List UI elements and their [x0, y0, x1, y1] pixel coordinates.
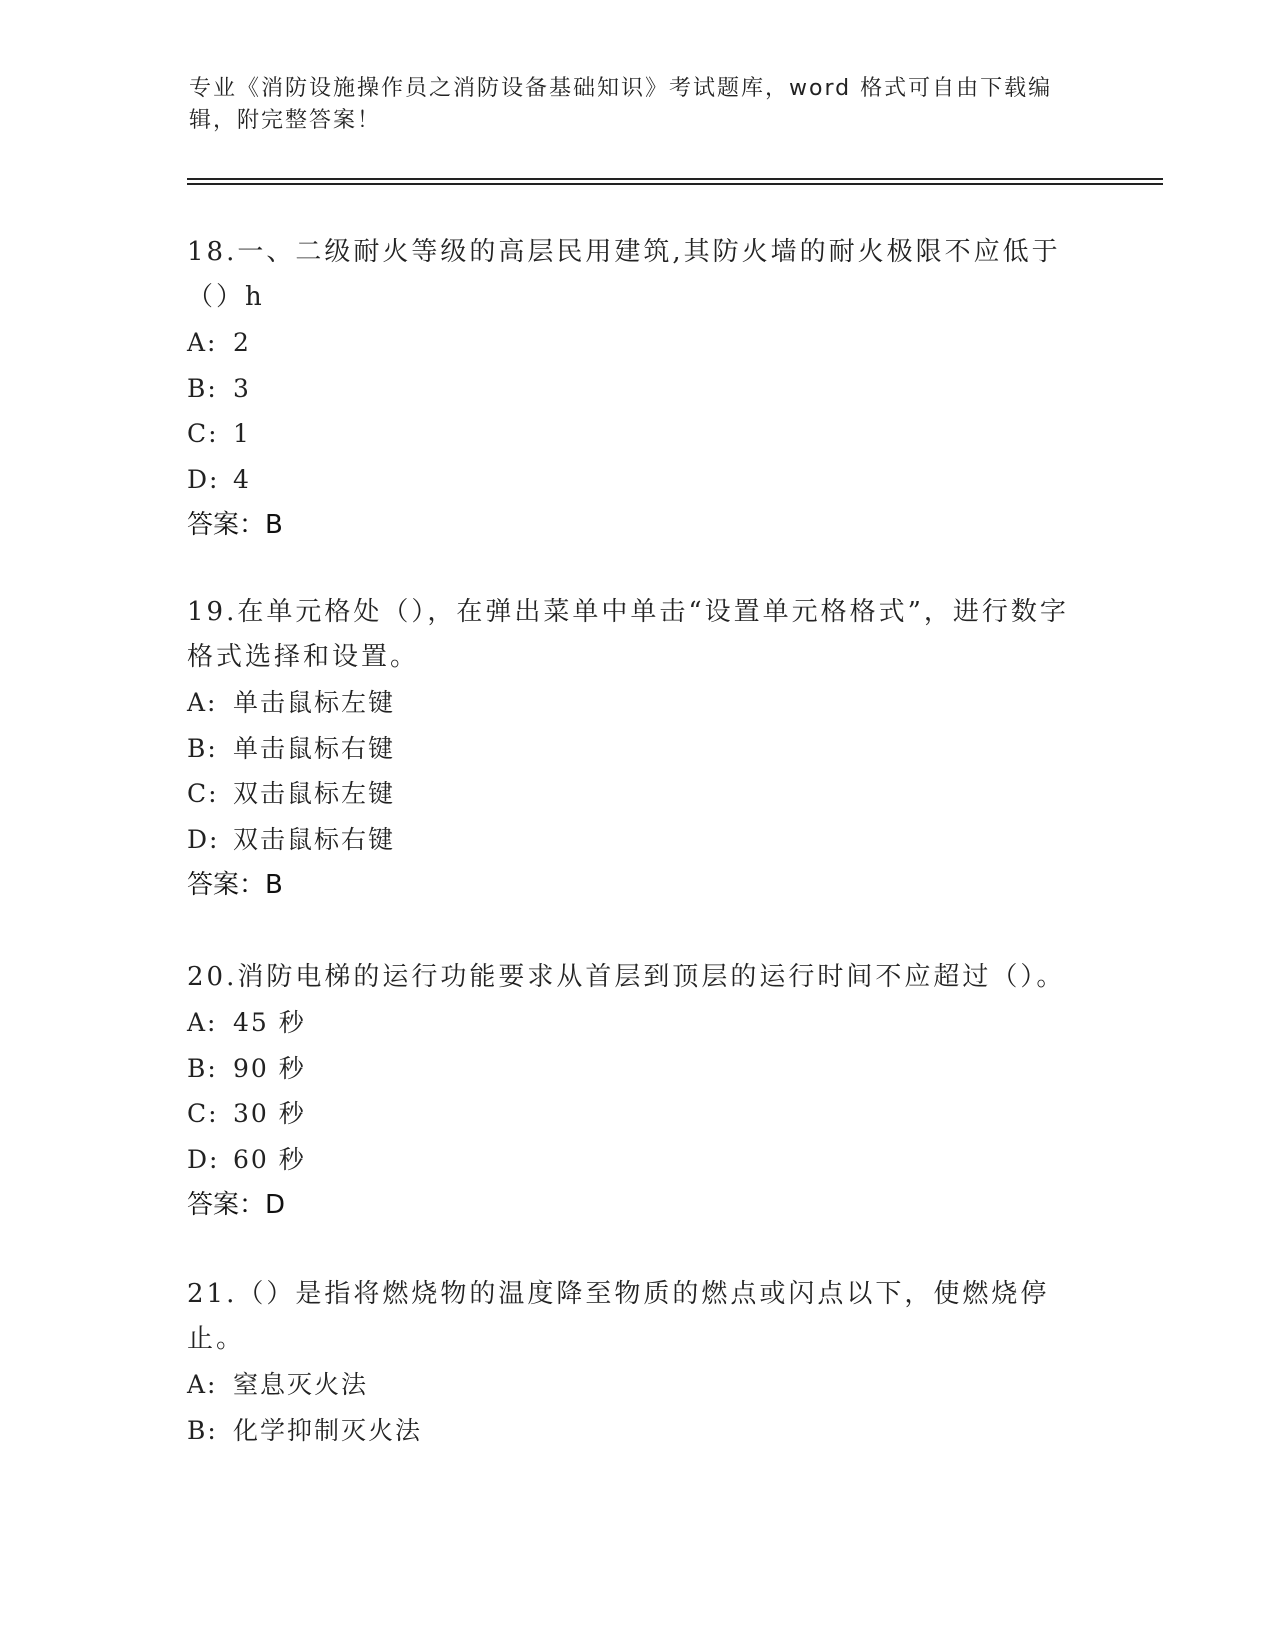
option-text: 4 [233, 464, 251, 494]
option-text: 1 [233, 419, 251, 448]
option-letter: A: [187, 688, 218, 717]
option-text: 30 秒 [233, 1099, 306, 1128]
option-c [187, 411, 1087, 457]
answer: 答案：B [187, 510, 283, 540]
option-b [187, 1046, 1087, 1092]
option-a [187, 1000, 1087, 1046]
question-21 [187, 1272, 1087, 1453]
option-b [187, 1408, 1087, 1454]
option-text: 45 秒 [233, 1008, 306, 1037]
option-text: 窒息灭火法 [233, 1370, 369, 1399]
question-18 [187, 230, 1087, 548]
header-divider-top [187, 178, 1163, 180]
option-b [187, 366, 1087, 412]
option-a [187, 680, 1087, 726]
option-letter: C: [187, 779, 219, 808]
option-text: 化学抑制灭火法 [233, 1415, 423, 1445]
option-text: 90 秒 [233, 1053, 306, 1083]
option-letter: D: [187, 1144, 220, 1174]
option-text: 双击鼠标右键 [233, 824, 396, 854]
option-text: 单击鼠标左键 [233, 688, 396, 717]
option-d [187, 457, 1087, 503]
question-stem: 20.消防电梯的运行功能要求从首层到顶层的运行时间不应超过（）。 [187, 962, 1066, 992]
question-19 [187, 590, 1087, 908]
option-text: 3 [233, 373, 251, 403]
answer: 答案：B [187, 870, 283, 900]
option-text: 60 秒 [233, 1144, 306, 1174]
option-text: 双击鼠标左键 [233, 779, 396, 808]
option-letter: B: [187, 1415, 218, 1445]
document-header: 专业《消防设施操作员之消防设备基础知识》考试题库，word 格式可自由下载编辑，附完整答案！ [189, 76, 1053, 133]
answer: 答案：D [187, 1190, 286, 1220]
option-letter: B: [187, 733, 218, 763]
option-letter: B: [187, 373, 218, 403]
option-letter: A: [187, 328, 218, 357]
option-text: 单击鼠标右键 [233, 733, 396, 763]
option-a [187, 320, 1087, 366]
question-stem: 21.（）是指将燃烧物的温度降至物质的燃点或闪点以下，使燃烧停止。 [187, 1279, 1050, 1354]
option-a [187, 1362, 1087, 1408]
question-20 [187, 955, 1087, 1228]
option-letter: C: [187, 1099, 219, 1128]
option-letter: A: [187, 1370, 218, 1399]
option-d [187, 817, 1087, 863]
option-letter: D: [187, 464, 220, 494]
option-d [187, 1137, 1087, 1183]
header-divider-bottom [187, 183, 1163, 185]
option-text: 2 [233, 328, 251, 357]
option-letter: A: [187, 1008, 218, 1037]
option-b [187, 726, 1087, 772]
question-stem: 19.在单元格处（），在弹出菜单中单击“设置单元格格式”，进行数字格式选择和设置。 [187, 597, 1069, 672]
question-stem: 18.一、二级耐火等级的高层民用建筑,其防火墙的耐火极限不应低于（）h [187, 237, 1061, 312]
option-c [187, 771, 1087, 817]
option-letter: D: [187, 824, 220, 854]
option-letter: C: [187, 419, 219, 448]
option-c [187, 1091, 1087, 1137]
option-letter: B: [187, 1053, 218, 1083]
